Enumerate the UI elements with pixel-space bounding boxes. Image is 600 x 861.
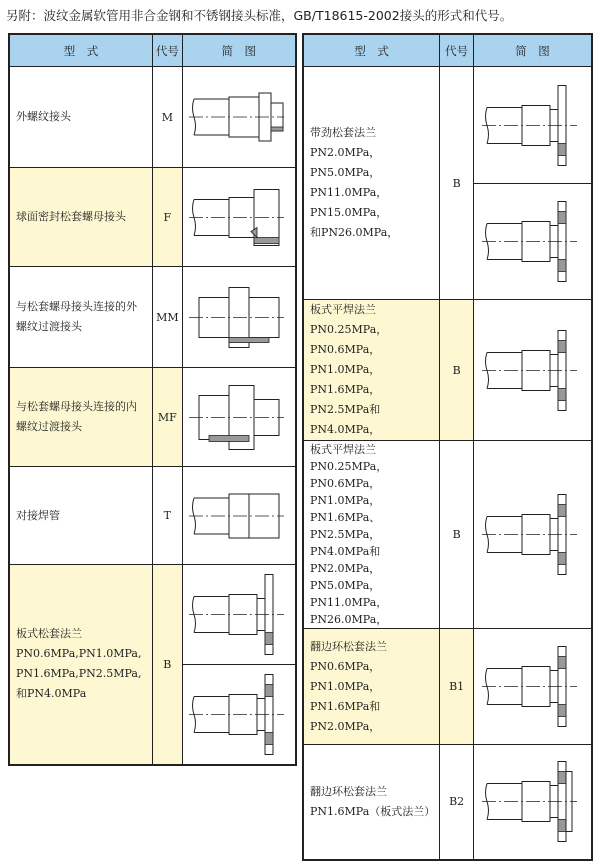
pressure-line: PN1.0MPa，PN1.6MPa、 <box>310 494 381 524</box>
type-name <box>9 565 153 765</box>
type-code: B <box>440 300 474 441</box>
table-row <box>9 467 296 565</box>
type-name: 外螺纹接头 <box>9 67 153 168</box>
type-name-text: 翻边环松套法兰 <box>310 784 387 798</box>
type-code: B2 <box>440 745 474 860</box>
header-type: 型 式 <box>303 34 440 67</box>
lap-joint-flange-drawing <box>482 639 582 734</box>
sketch-cell <box>473 184 592 300</box>
pressure-line: PN2.5MPa，PN4.0MPa和 <box>310 528 381 558</box>
pressure-line: PN11.0MPa，PN26.0MPa， <box>310 596 388 626</box>
neck-loose-flange-welded-drawing <box>482 194 582 289</box>
pressure-line: PN0.6MPa,PN1.0MPa, <box>16 647 142 661</box>
plate-loose-flange-welded-drawing <box>189 672 289 757</box>
type-name-text: 带劲松套法兰 <box>310 126 376 139</box>
table-row <box>303 441 592 629</box>
male-adapter-drawing <box>189 280 289 355</box>
type-code: M <box>153 67 182 168</box>
pressure-line: 和PN4.0MPa <box>16 687 87 701</box>
header-sketch: 简 图 <box>182 34 296 67</box>
type-code: MM <box>153 267 182 368</box>
header-type: 型 式 <box>9 34 153 67</box>
sketch-cell <box>473 629 592 745</box>
plate-slip-on-flange-welded-drawing <box>482 487 582 582</box>
sketch-cell <box>182 267 296 368</box>
type-name-text: 翻边环松套法兰 <box>310 639 387 653</box>
table-row <box>9 368 296 467</box>
pressure-line: PN1.6MPa和PN2.0MPa， <box>310 699 381 733</box>
type-name: 对接焊管 <box>9 467 153 565</box>
type-code: T <box>153 467 182 565</box>
header-sketch: 简 图 <box>473 34 592 67</box>
type-name <box>303 300 440 441</box>
type-name <box>303 441 440 629</box>
table-row <box>9 67 296 168</box>
sketch-cell <box>182 467 296 565</box>
type-name-text: 板式平焊法兰 <box>310 443 376 456</box>
header-row <box>9 34 296 67</box>
pressure-line: PN1.6MPa,PN2.5MPa, <box>16 667 142 681</box>
table-row <box>303 67 592 184</box>
type-code: F <box>153 168 182 267</box>
header-code: 代号 <box>440 34 474 67</box>
butt-weld-pipe-drawing <box>189 481 289 551</box>
pressure-line: PN2.5MPa和PN4.0MPa， <box>310 403 381 436</box>
plate-loose-flange-drawing <box>189 572 289 657</box>
type-code: B1 <box>440 629 474 745</box>
type-name: 球面密封松套螺母接头 <box>9 168 153 267</box>
sketch-cell <box>182 168 296 267</box>
lap-joint-plate-flange-drawing <box>482 754 582 849</box>
table-row <box>303 300 592 441</box>
pressure-line: 和PN26.0MPa， <box>310 226 399 239</box>
sketch-cell <box>473 441 592 629</box>
type-name <box>303 745 440 860</box>
external-thread-fitting-drawing <box>189 82 289 152</box>
type-name: 与松套螺母接头连接的外螺纹过渡接头 <box>9 267 153 368</box>
type-name <box>303 67 440 300</box>
table-row <box>9 565 296 665</box>
pressure-line: PN0.25MPa，PN0.6MPa， <box>310 323 388 356</box>
sketch-cell <box>473 67 592 184</box>
pressure-line: PN2.0MPa，PN5.0MPa， <box>310 146 381 179</box>
fitting-table-left <box>8 33 297 766</box>
header-row <box>303 34 592 67</box>
type-name: 与松套螺母接头连接的内螺纹过渡接头 <box>9 368 153 467</box>
pressure-line: PN11.0MPa，PN15.0MPa， <box>310 186 388 219</box>
sketch-cell <box>182 67 296 168</box>
pressure-line: PN0.25MPa，PN0.6MPa， <box>310 460 388 490</box>
sketch-cell <box>473 745 592 860</box>
type-code: B <box>440 441 474 629</box>
neck-loose-flange-drawing <box>482 78 582 173</box>
table-row <box>9 267 296 368</box>
pressure-line: PN1.0MPa，PN1.6MPa， <box>310 363 381 396</box>
sketch-cell <box>182 565 296 665</box>
header-code: 代号 <box>153 34 182 67</box>
pressure-line: PN0.6MPa，PN1.0MPa， <box>310 659 381 693</box>
table-row <box>9 168 296 267</box>
table-row <box>303 629 592 745</box>
fitting-table-right <box>302 33 593 861</box>
page-title: 另附：波纹金属软管用非合金钢和不锈钢接头标准，GB/T18615-2002接头的形式和代号。 <box>6 8 513 23</box>
female-adapter-drawing <box>189 380 289 455</box>
type-name-text: 板式平焊法兰 <box>310 303 376 316</box>
table-row <box>303 745 592 860</box>
plate-slip-on-flange-drawing <box>482 323 582 418</box>
type-code: B <box>440 67 474 300</box>
spherical-seal-nut-fitting-drawing <box>189 180 289 255</box>
type-code: MF <box>153 368 182 467</box>
sketch-cell <box>182 665 296 765</box>
sketch-cell <box>473 300 592 441</box>
type-name <box>303 629 440 745</box>
type-code: B <box>153 565 182 765</box>
sketch-cell <box>182 368 296 467</box>
pressure-line: PN2.0MPa，PN5.0MPa， <box>310 562 381 592</box>
pressure-line: PN1.6MPa（板式法兰） <box>310 804 436 818</box>
type-name-text: 板式松套法兰 <box>16 627 82 641</box>
